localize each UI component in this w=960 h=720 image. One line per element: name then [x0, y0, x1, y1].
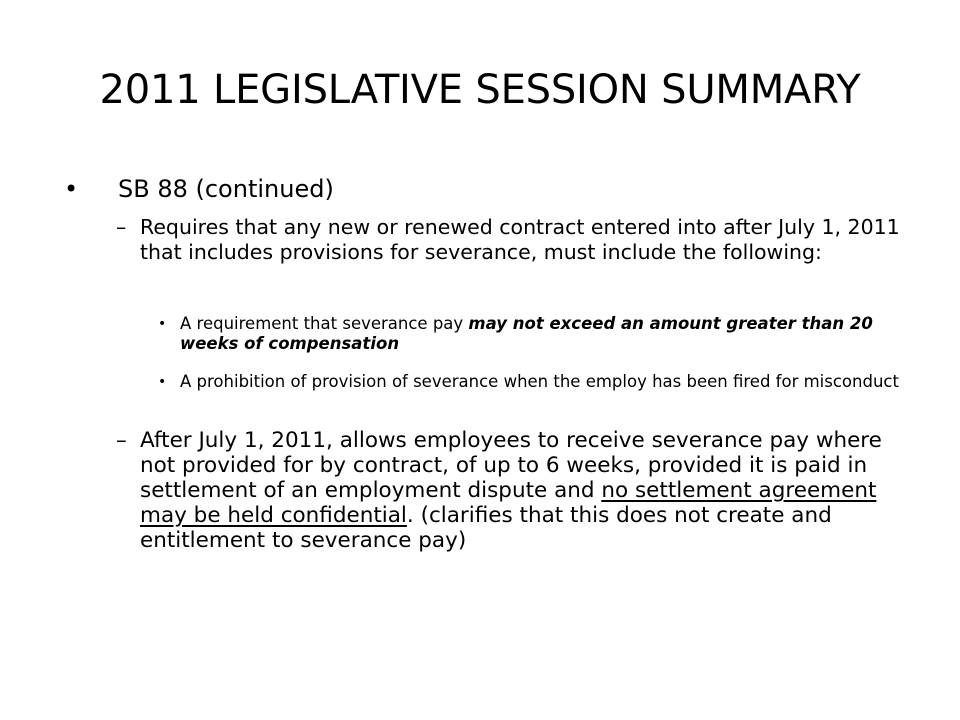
item-contract-requirements: [116, 215, 920, 264]
slide-title: 2011 LEGISLATIVE SESSION SUMMARY: [99, 67, 861, 113]
item-text-after: . (clarifies that this does not create and entitlement to severance pay): [140, 503, 832, 553]
item-underlined-text: no settlement agreement may be held confidential: [140, 478, 877, 528]
bullet-dot-icon: •: [158, 374, 167, 390]
sub-item-misconduct: [158, 372, 900, 392]
bullet-sb88-text: SB 88 (continued): [118, 175, 334, 203]
sub-item-misconduct-text: A prohibition of provision of severance when the employ has been fired for misconduct: [180, 372, 899, 391]
item-severance-settlement-text: [140, 428, 920, 553]
dash-icon: –: [116, 215, 127, 239]
bullet-dot-icon: •: [64, 175, 79, 203]
sub-item-emphasis-text: may not exceed an amount greater than 20 weeks of compensation: [180, 314, 873, 353]
item-text-before: After July 1, 2011, allows employees to receive severance pay where not provided for by contract, of up to 6 weeks, provided it is paid in settlement of an employment dispute and: [140, 428, 882, 503]
sub-item-plain-text: A requirement that severance pay: [180, 314, 469, 333]
sub-item-severance-limit: [158, 314, 900, 354]
item-contract-requirements-text: Requires that any new or renewed contract entered into after July 1, 2011 that includes provisions for severance, must include the following:: [140, 215, 900, 264]
sub-item-severance-limit-text: [180, 314, 900, 354]
bullet-dot-icon: •: [158, 316, 167, 332]
dash-icon: –: [116, 428, 127, 453]
item-severance-settlement: [116, 428, 920, 553]
